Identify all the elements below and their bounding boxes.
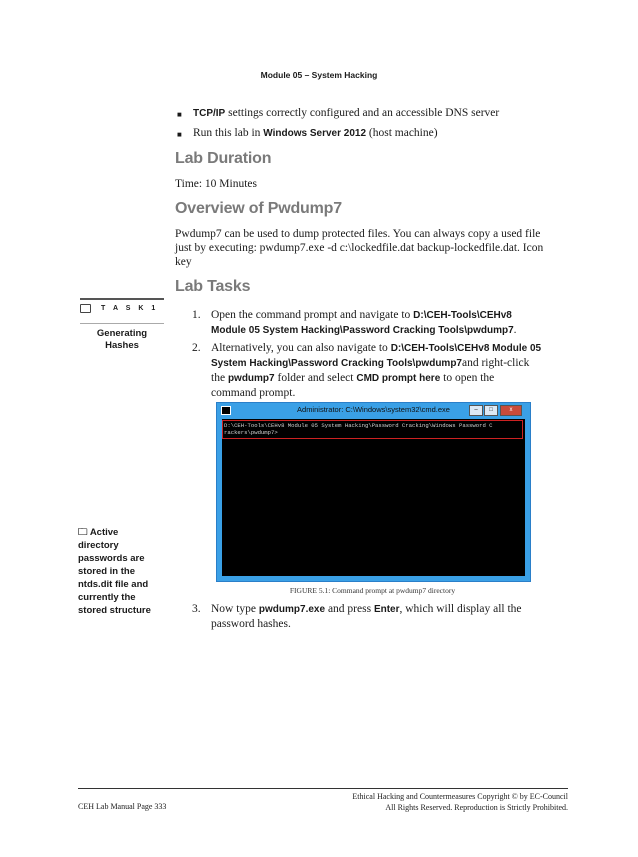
overview-heading: Overview of Pwdump7 <box>175 200 342 217</box>
bullet-marker: ■ <box>177 110 182 119</box>
footer-copyright: Ethical Hacking and Countermeasures Copyright © by EC-Council All Rights Reserved. Reproduction is Strictly Prohibited. <box>352 792 568 812</box>
cmd-output: D:\CEH-Tools\CEHv8 Module 05 System Hacking\Password Cracking\Windows Password C rackers\pwdump7> <box>224 422 493 436</box>
footer-page-label: CEH Lab Manual Page 333 <box>78 802 167 811</box>
task-caption-line-1: Generating <box>96 328 148 339</box>
overview-line-2: just by executing: pwdump7.exe -d c:\lockedfile.dat backup-lockedfile.dat. Icon <box>175 242 544 254</box>
task-sidebar <box>80 298 164 352</box>
minimize-button[interactable]: – <box>469 405 483 416</box>
sidebar-note: 🗀 Active directory passwords are stored in the ntds.dit file and currently the stored structure <box>78 527 151 616</box>
page-header: Module 05 – System Hacking <box>260 70 378 80</box>
figure-caption: FIGURE 5.1: Command prompt at pwdump7 directory <box>289 586 456 595</box>
task-icon <box>80 304 91 313</box>
overview-line-1: Pwdump7 can be used to dump protected files. You can always copy a used file <box>175 228 541 240</box>
task-caption-line-2: Hashes <box>105 340 139 351</box>
lab-tasks-heading: Lab Tasks <box>175 278 251 295</box>
step-2-number: 2. <box>192 342 201 354</box>
close-button[interactable]: x <box>500 405 522 416</box>
step-3-number: 3. <box>192 603 201 615</box>
overview-line-3: key <box>175 256 192 268</box>
cmd-console[interactable] <box>222 419 525 576</box>
step-1-text: Open the command prompt and navigate to D:\CEH-Tools\CEHv8 Module 05 System Hacking\Password Cracking Tools\pwdump7. <box>211 309 517 336</box>
footer-divider <box>78 788 568 789</box>
step-1-number: 1. <box>192 309 201 321</box>
cmd-titlebar <box>217 403 530 417</box>
cmd-window <box>216 402 531 582</box>
note-icon: 🗀 <box>78 527 88 538</box>
lab-duration-heading: Lab Duration <box>175 150 272 167</box>
lab-duration-text: Time: 10 Minutes <box>175 178 258 190</box>
bullet-item-tcpip: TCP/IP settings correctly configured and an accessible DNS server <box>193 107 500 119</box>
bullet-item-server: Run this lab in Windows Server 2012 (host machine) <box>193 127 438 139</box>
bullet-marker: ■ <box>177 130 182 139</box>
step-3-text: Now type pwdump7.exe and press Enter, which will display all the password hashes. <box>211 603 522 630</box>
step-2-text: Alternatively, you can also navigate to D:\CEH-Tools\CEHv8 Module 05 System Hacking\Password Cracking Tools\pwdump7and right-click the pwdump7 folder and select CMD prompt here to open the command prompt. <box>211 342 542 399</box>
maximize-button[interactable]: □ <box>484 405 498 416</box>
task-label: T A S K 1 <box>101 305 159 312</box>
cmd-title: Administrator: C:\Windows\system32\cmd.exe <box>297 405 450 414</box>
